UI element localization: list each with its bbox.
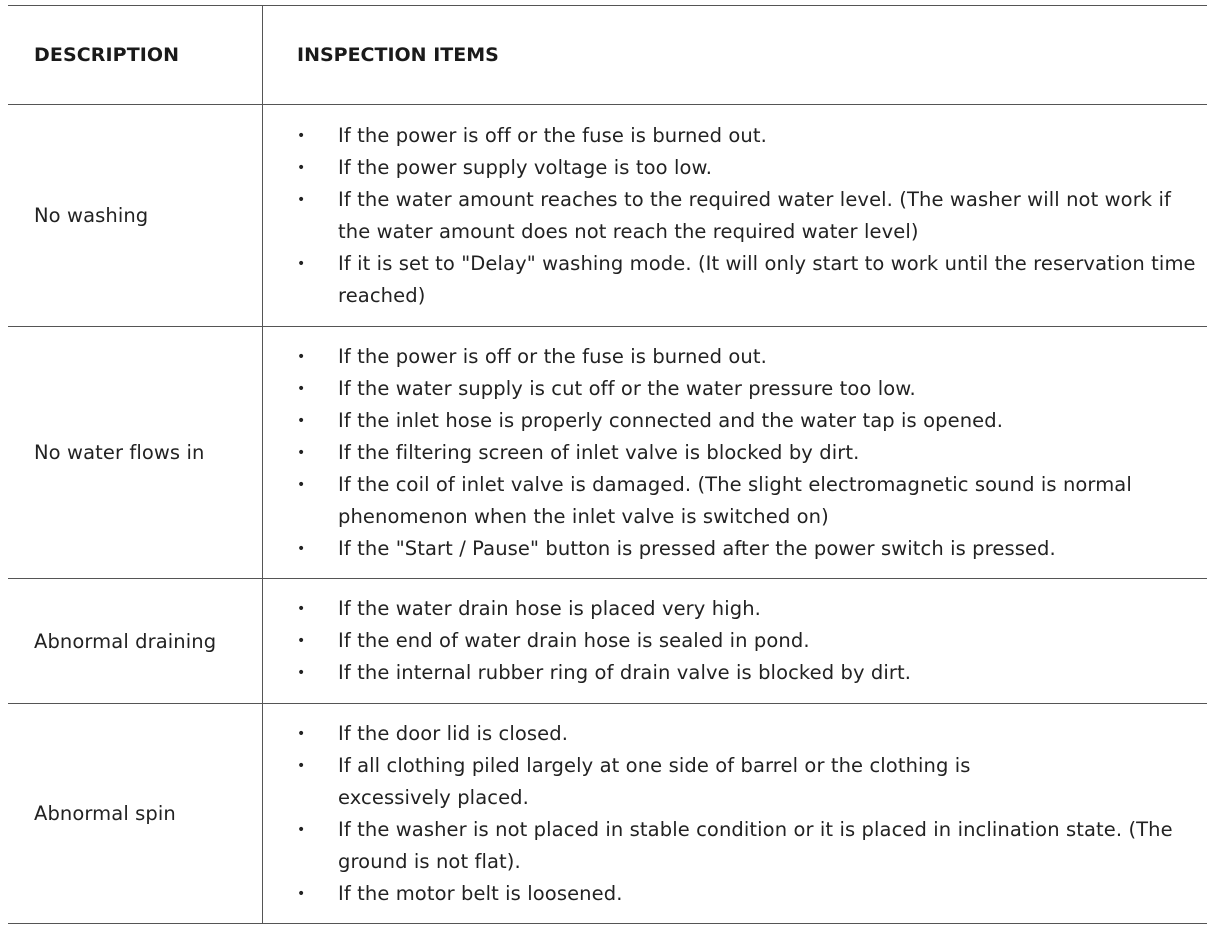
bullet-icon: • [297, 444, 306, 461]
bullet-icon: • [297, 540, 306, 557]
list-item: • If the power is off or the fuse is burned out. [297, 341, 1197, 373]
row-description: Abnormal draining [8, 579, 263, 703]
row-description: Abnormal spin [8, 704, 263, 923]
inspection-list [297, 341, 1197, 565]
bullet-icon: • [297, 380, 306, 397]
bullet-icon: • [297, 476, 306, 493]
list-item: • If the power is off or the fuse is burned out. [297, 120, 1197, 152]
list-item: • If the door lid is closed. [297, 718, 1197, 750]
table-row [8, 704, 1207, 924]
list-item: • If the washer is not placed in stable condition or it is placed in inclination state. (The ground is not flat). [297, 814, 1197, 878]
list-item: • If the "Start / Pause" button is pressed after the power switch is pressed. [297, 533, 1197, 565]
list-item: • If the internal rubber ring of drain valve is blocked by dirt. [297, 657, 1197, 689]
bullet-icon: • [297, 821, 306, 838]
list-item: • If all clothing piled largely at one side of barrel or the clothing is excessively placed. [297, 750, 1197, 814]
list-item: • If the motor belt is loosened. [297, 878, 1197, 910]
bullet-icon: • [297, 348, 306, 365]
bullet-icon: • [297, 412, 306, 429]
bullet-icon: • [297, 665, 306, 681]
list-item: • If the water drain hose is placed very high. [297, 593, 1197, 625]
bullet-icon: • [297, 757, 306, 774]
table-row [8, 105, 1207, 327]
row-inspection-items [263, 105, 1207, 326]
troubleshooting-table [8, 5, 1207, 924]
list-item: • If it is set to "Delay" washing mode. (It will only start to work until the reservation time reached) [297, 248, 1197, 312]
row-description: No water flows in [8, 327, 263, 578]
inspection-list [297, 120, 1197, 312]
list-item: • If the water supply is cut off or the water pressure too low. [297, 373, 1197, 405]
row-inspection-items [263, 579, 1207, 703]
bullet-icon: • [297, 159, 306, 176]
bullet-icon: • [297, 601, 306, 617]
bullet-icon: • [297, 191, 306, 208]
list-item: • If the end of water drain hose is sealed in pond. [297, 625, 1197, 657]
row-inspection-items [263, 704, 1207, 923]
header-inspection-items: INSPECTION ITEMS [297, 44, 499, 66]
list-item: • If the filtering screen of inlet valve is blocked by dirt. [297, 437, 1197, 469]
header-description: DESCRIPTION [8, 6, 263, 104]
row-description: No washing [8, 105, 263, 326]
list-item: • If the inlet hose is properly connected and the water tap is opened. [297, 405, 1197, 437]
bullet-icon: • [297, 725, 306, 742]
bullet-icon: • [297, 633, 306, 649]
list-item: • If the coil of inlet valve is damaged. (The slight electromagnetic sound is normal phenomenon when the inlet valve is switched on) [297, 469, 1197, 533]
row-inspection-items [263, 327, 1207, 578]
list-item: • If the water amount reaches to the required water level. (The washer will not work if the water amount does not reach the required water level) [297, 184, 1197, 248]
table-row [8, 579, 1207, 704]
table-header-row [8, 6, 1207, 105]
bullet-icon: • [297, 255, 306, 272]
list-item: • If the power supply voltage is too low. [297, 152, 1197, 184]
table-row [8, 327, 1207, 579]
inspection-list [297, 718, 1197, 910]
bullet-icon: • [297, 127, 306, 144]
inspection-list [297, 593, 1197, 689]
bullet-icon: • [297, 885, 306, 902]
